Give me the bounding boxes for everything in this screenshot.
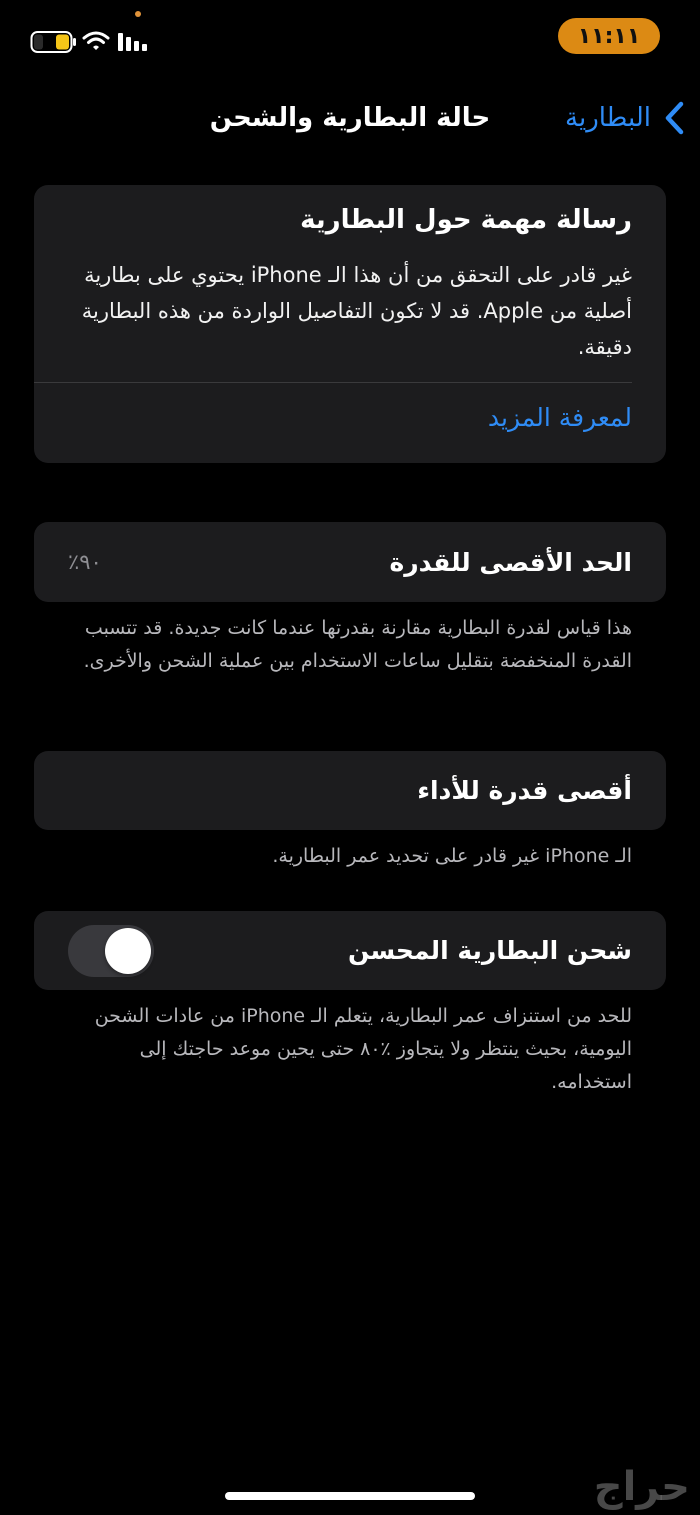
peak-performance-row (34, 751, 666, 830)
privacy-indicator-dot (135, 11, 141, 17)
home-indicator[interactable] (225, 1492, 475, 1500)
important-message-heading: رسالة مهمة حول البطارية (300, 205, 632, 235)
back-button[interactable] (540, 95, 685, 141)
important-message-card (34, 185, 666, 463)
back-label: البطارية (565, 103, 651, 133)
optimized-charging-toggle[interactable] (68, 925, 154, 977)
peak-performance-label: أقصى قدرة للأداء (417, 776, 632, 805)
wifi-icon (82, 30, 110, 56)
cellular-signal-icon (118, 31, 150, 55)
peak-performance-footer: الـ iPhone غير قادر على تحديد عمر البطارية. (272, 845, 632, 867)
max-capacity-row (34, 522, 666, 602)
optimized-charging-row (34, 911, 666, 990)
toggle-knob (105, 928, 151, 974)
chevron-left-icon (663, 101, 685, 135)
status-time: ١١:١١ (558, 18, 660, 54)
important-message-body: غير قادر على التحقق من أن هذا الـ iPhone يحتوي على بطارية أصلية من Apple. قد لا تكون التفاصيل الواردة من هذه البطارية دقيقة. (81, 263, 632, 359)
learn-more-link[interactable]: لمعرفة المزيد (487, 403, 632, 432)
status-bar (0, 0, 700, 80)
divider (34, 382, 632, 383)
optimized-charging-footer: للحد من استنزاف عمر البطارية، يتعلم الـ iPhone من عادات الشحن اليومية، بحيث ينتظر ولا يتجاوز ٪٨٠ حتى يحين موعد حاجتك إلى استخدامه. (94, 1005, 632, 1093)
battery-low-icon (30, 30, 76, 58)
optimized-charging-label: شحن البطارية المحسن (347, 936, 632, 965)
page-title: حالة البطارية والشحن (209, 103, 491, 133)
max-capacity-value: ٪٩٠ (68, 550, 102, 574)
watermark-logo: حراج (593, 1464, 690, 1510)
max-capacity-footer: هذا قياس لقدرة البطارية مقارنة بقدرتها عندما كانت جديدة. قد تتسبب القدرة المنخفضة بتقليل ساعات الاستخدام بين عملية الشحن والأخرى. (83, 617, 632, 672)
max-capacity-label: الحد الأقصى للقدرة (389, 547, 632, 577)
